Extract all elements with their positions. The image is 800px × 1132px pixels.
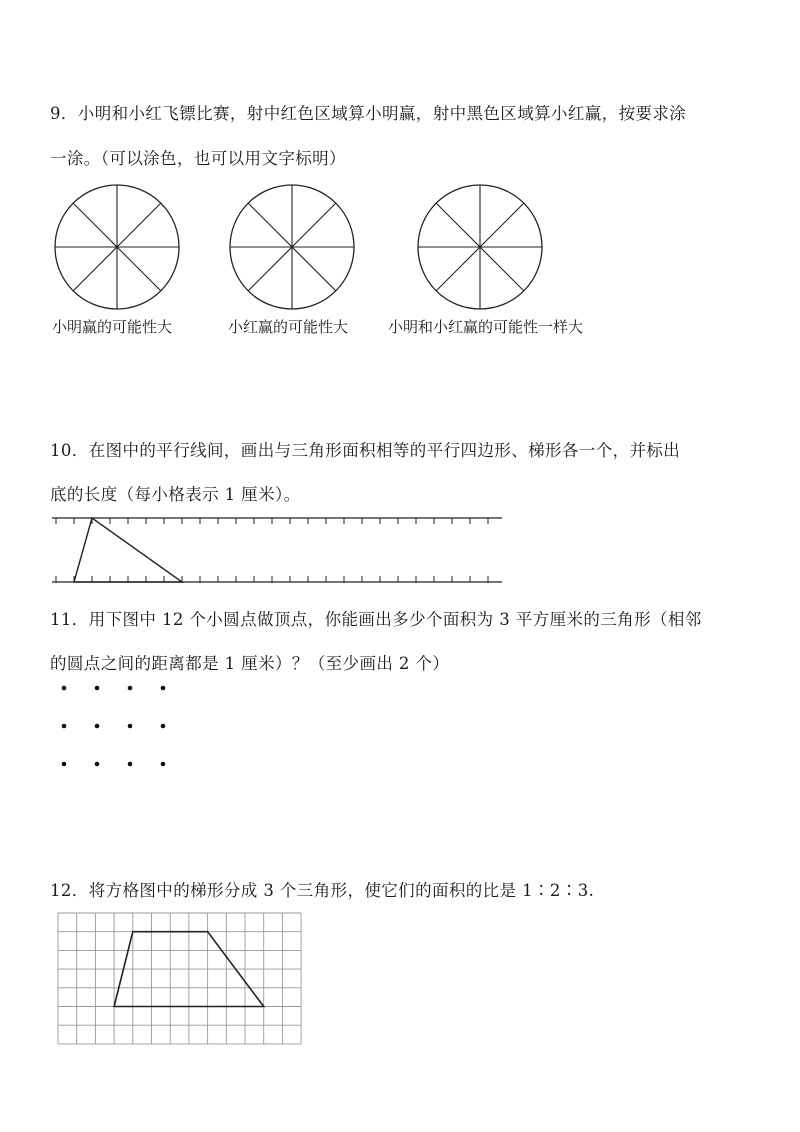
q9-text-line2: 一涂。（可以涂色，也可以用文字标明） bbox=[50, 149, 346, 168]
dartboard-2-caption: 小红赢的可能性大 bbox=[228, 318, 349, 336]
grid-dot[interactable] bbox=[128, 724, 133, 729]
grid-dot[interactable] bbox=[128, 762, 133, 767]
grid-dot[interactable] bbox=[62, 762, 67, 767]
grid-dot[interactable] bbox=[161, 724, 166, 729]
grid-dot[interactable] bbox=[95, 686, 100, 691]
q11-text-line2: 的圆点之间的距离都是 1 厘米）？（至少画出 2 个） bbox=[50, 654, 450, 673]
triangle bbox=[74, 518, 182, 582]
q11-text-line1: 11．用下图中 12 个小圆点做顶点，你能画出多少个面积为 3 平方厘米的三角形（相邻 bbox=[50, 610, 702, 629]
grid-dot[interactable] bbox=[128, 686, 133, 691]
grid-dot[interactable] bbox=[62, 686, 67, 691]
parallel-lines-figure bbox=[0, 510, 800, 590]
grid-with-trapezoid bbox=[50, 905, 350, 1055]
grid-dot[interactable] bbox=[62, 724, 67, 729]
q12-text-line1: 12．将方格图中的梯形分成 3 个三角形，使它们的面积的比是 1∶2∶3. bbox=[50, 881, 595, 900]
dot-grid bbox=[40, 675, 240, 775]
grid-dot[interactable] bbox=[161, 686, 166, 691]
grid-dot[interactable] bbox=[95, 762, 100, 767]
dartboards bbox=[0, 185, 800, 325]
q9-text-line1: 9．小明和小红飞镖比赛，射中红色区域算小明赢，射中黑色区域算小红赢，按要求涂 bbox=[50, 104, 687, 123]
dartboard-1-caption: 小明赢的可能性大 bbox=[52, 318, 173, 336]
grid-dot[interactable] bbox=[161, 762, 166, 767]
dartboard-3-caption: 小明和小红赢的可能性一样大 bbox=[388, 318, 584, 336]
grid-dot[interactable] bbox=[95, 724, 100, 729]
q10-text-line2: 底的长度（每小格表示 1 厘米）。 bbox=[50, 485, 301, 504]
q10-text-line1: 10．在图中的平行线间，画出与三角形面积相等的平行四边形、梯形各一个，并标出 bbox=[50, 441, 681, 460]
